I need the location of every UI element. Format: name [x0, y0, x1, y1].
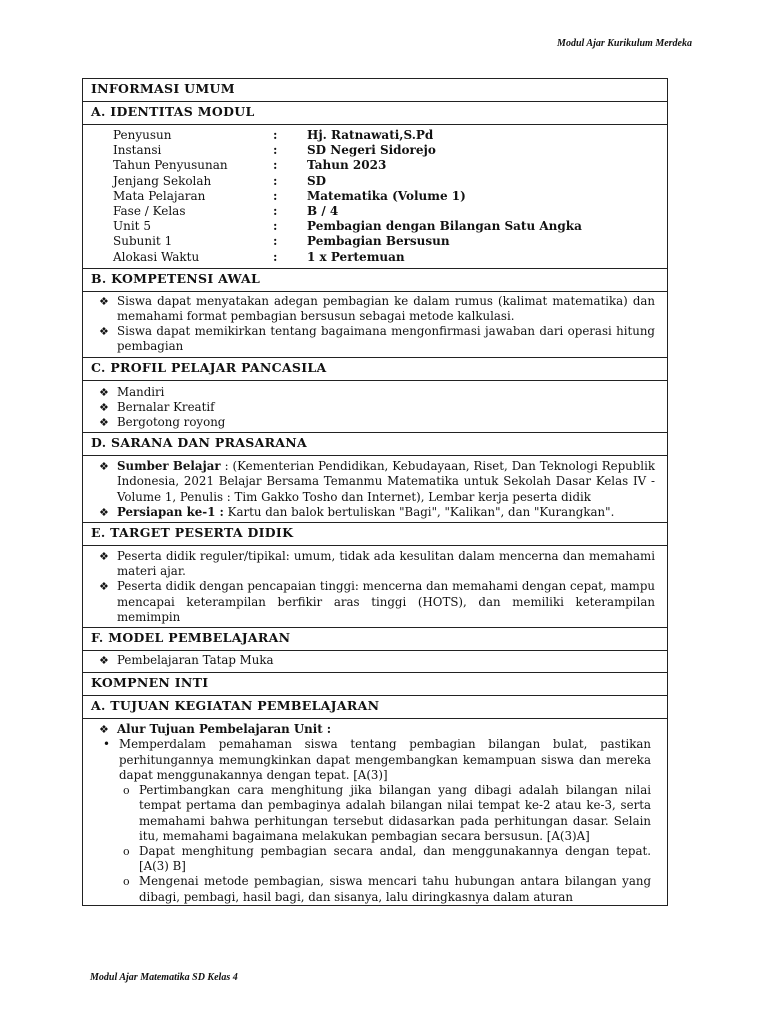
identitas-row — [113, 128, 582, 143]
identitas-block — [83, 125, 668, 269]
section-tujuan-kegiatan: A. TUJUAN KEGIATAN PEMBELAJARAN — [83, 696, 668, 719]
identitas-value: 1 x Pertemuan — [307, 249, 405, 264]
identitas-colon: : — [273, 219, 278, 234]
identitas-colon: : — [273, 249, 278, 264]
identitas-colon: : — [273, 143, 278, 158]
tujuan-sub-text: Mengenai metode pembagian, siswa mencari tahu hubungan antara bilangan yang dibagi, pembagi, hasil bagi, dan sisanya, lalu diringkasnya dalam aturan — [139, 874, 651, 904]
section-sarana-prasarana: D. SARANA DAN PRASARANA — [83, 433, 668, 456]
dot-bullet-icon: • — [103, 737, 110, 752]
list-item — [99, 415, 655, 430]
identitas-value: Matematika (Volume 1) — [307, 188, 466, 203]
sumber-text: : (Kementerian Pendidikan, Kebudayaan, Riset, Dan Teknologi Republik Indonesia, 2021 Belajar Bersama Temanmu Matematika untuk Sekolah Dasar Kelas IV - Volume 1, Penulis : Tim Gakko Tosho dan Internet), Lembar kerja peserta didik — [117, 459, 655, 504]
diamond-bullet-icon: ❖ — [99, 325, 109, 339]
diamond-bullet-icon: ❖ — [99, 416, 109, 430]
identitas-key: Unit 5 — [113, 219, 151, 234]
target-text: Peserta didik dengan pencapaian tinggi: mencerna dan memahami dengan cepat, mampu mencapai keterampilan berfikir aras tinggi (HOTS), dan memiliki keterampilan memimpin — [117, 579, 655, 624]
target-block — [83, 546, 668, 628]
tujuan-main-text: Memperdalam pemahaman siswa tentang pembagian bilangan bulat, pastikan perhitungannya memungkinkan dapat mengembangkan kemampuan siswa dan mereka dapat menggunakannya dengan tepat. [A(3)] — [119, 737, 651, 782]
target-text: Peserta didik reguler/tipikal: umum, tidak ada kesulitan dalam mencerna dan memahami materi ajar. — [117, 549, 655, 579]
identitas-row — [113, 158, 582, 173]
persiapan-text: Kartu dan balok bertuliskan "Bagi", "Kalikan", dan "Kurangkan". — [223, 504, 615, 519]
list-item — [123, 783, 651, 844]
kompetensi-text: Siswa dapat menyatakan adegan pembagian ke dalam rumus (kalimat matematika) dan memahami format pembagian bersusun sebagai metode kalkulasi. — [117, 293, 655, 324]
list-item — [99, 653, 655, 668]
circle-bullet-icon: o — [123, 875, 130, 889]
identitas-colon: : — [273, 128, 278, 142]
identitas-table — [113, 128, 582, 265]
list-item — [99, 293, 655, 324]
diamond-bullet-icon: ❖ — [99, 505, 109, 519]
identitas-value: SD Negeri Sidorejo — [307, 143, 436, 158]
identitas-colon: : — [273, 188, 278, 203]
kompetensi-text: Siswa dapat memikirkan tentang bagaimana mengonfirmasi jawaban dari operasi hitung pembagian — [117, 324, 655, 354]
tujuan-sub-text: Pertimbangkan cara menghitung jika bilangan yang dibagi adalah bilangan nilai tempat pertama dan pembaginya adalah bilangan nilai tempat ke-2 atau ke-3, serta memahami bahwa perhitungan tersebut didasarkan pada perhitungan dasar. Selain itu, memahami bagaimana melakukan pembagian secara bersusun. [A(3)A] — [139, 783, 651, 843]
section-informasi-umum: INFORMASI UMUM — [83, 79, 668, 102]
profil-text: Bergotong royong — [117, 415, 226, 430]
list-item — [99, 579, 655, 625]
identitas-key: Penyusun — [113, 128, 172, 142]
list-item — [123, 874, 651, 904]
identitas-key: Subunit 1 — [113, 234, 173, 249]
identitas-key: Jenjang Sekolah — [113, 173, 212, 188]
diamond-bullet-icon: ❖ — [99, 550, 109, 564]
identitas-value: B / 4 — [307, 204, 339, 219]
identitas-value: Hj. Ratnawati,S.Pd — [307, 128, 434, 142]
identitas-row — [113, 174, 582, 189]
list-item — [99, 549, 655, 579]
diamond-bullet-icon: ❖ — [99, 400, 109, 414]
identitas-key: Tahun Penyusunan — [113, 158, 228, 173]
section-profil-pelajar: C. PROFIL PELAJAR PANCASILA — [83, 357, 668, 380]
section-identitas-modul: A. IDENTITAS MODUL — [83, 102, 668, 125]
identitas-value: Pembagian Bersusun — [307, 234, 450, 249]
identitas-row — [113, 189, 582, 204]
identitas-row — [113, 219, 582, 234]
profil-text: Mandiri — [117, 384, 165, 399]
identitas-key: Instansi — [113, 143, 162, 158]
section-model-pembelajaran: F. MODEL PEMBELAJARAN — [83, 628, 668, 651]
diamond-bullet-icon: ❖ — [99, 723, 109, 737]
persiapan-label: Persiapan ke-1 : — [117, 504, 224, 519]
module-table — [82, 78, 668, 906]
sumber-label: Sumber Belajar — [117, 459, 221, 474]
diamond-bullet-icon: ❖ — [99, 294, 109, 308]
section-komponen-inti: KOMPNEN INTI — [83, 673, 668, 696]
identitas-row — [113, 143, 582, 158]
section-target-peserta: E. TARGET PESERTA DIDIK — [83, 523, 668, 546]
diamond-bullet-icon: ❖ — [99, 654, 109, 668]
sarana-block — [83, 456, 668, 523]
identitas-colon: : — [273, 158, 278, 173]
identitas-key: Fase / Kelas — [113, 204, 186, 219]
list-item — [99, 324, 655, 354]
page-header: Modul Ajar Kurikulum Merdeka — [557, 38, 692, 49]
alur-label: Alur Tujuan Pembelajaran Unit : — [117, 722, 332, 737]
identitas-row — [113, 250, 582, 265]
identitas-key: Alokasi Waktu — [113, 249, 200, 264]
profil-text: Bernalar Kreatif — [117, 399, 215, 414]
identitas-value: Tahun 2023 — [307, 158, 387, 173]
identitas-colon: : — [273, 204, 278, 219]
diamond-bullet-icon: ❖ — [99, 580, 109, 594]
identitas-value: Pembagian dengan Bilangan Satu Angka — [307, 219, 582, 234]
identitas-key: Mata Pelajaran — [113, 188, 206, 203]
model-block — [83, 651, 668, 673]
identitas-row — [113, 204, 582, 219]
identitas-row — [113, 234, 582, 249]
profil-block — [83, 380, 668, 433]
identitas-colon: : — [273, 173, 278, 188]
list-item — [123, 843, 651, 874]
kompetensi-block — [83, 291, 668, 357]
list-item — [99, 399, 655, 415]
section-kompetensi-awal: B. KOMPETENSI AWAL — [83, 268, 668, 291]
circle-bullet-icon: o — [123, 784, 130, 798]
model-text: Pembelajaran Tatap Muka — [117, 653, 274, 668]
list-item — [103, 737, 667, 904]
identitas-colon: : — [273, 234, 278, 249]
list-item — [99, 504, 655, 520]
circle-bullet-icon: o — [123, 844, 130, 858]
list-item — [99, 384, 655, 400]
page-footer: Modul Ajar Matematika SD Kelas 4 — [90, 972, 238, 983]
list-item — [99, 459, 655, 505]
tujuan-block — [83, 719, 668, 905]
tujuan-sub-text: Dapat menghitung pembagian secara andal, dan menggunakannya dengan tepat. [A(3) B] — [139, 843, 651, 874]
diamond-bullet-icon: ❖ — [99, 460, 109, 474]
list-item — [99, 722, 655, 737]
diamond-bullet-icon: ❖ — [99, 385, 109, 399]
identitas-value: SD — [307, 173, 327, 188]
